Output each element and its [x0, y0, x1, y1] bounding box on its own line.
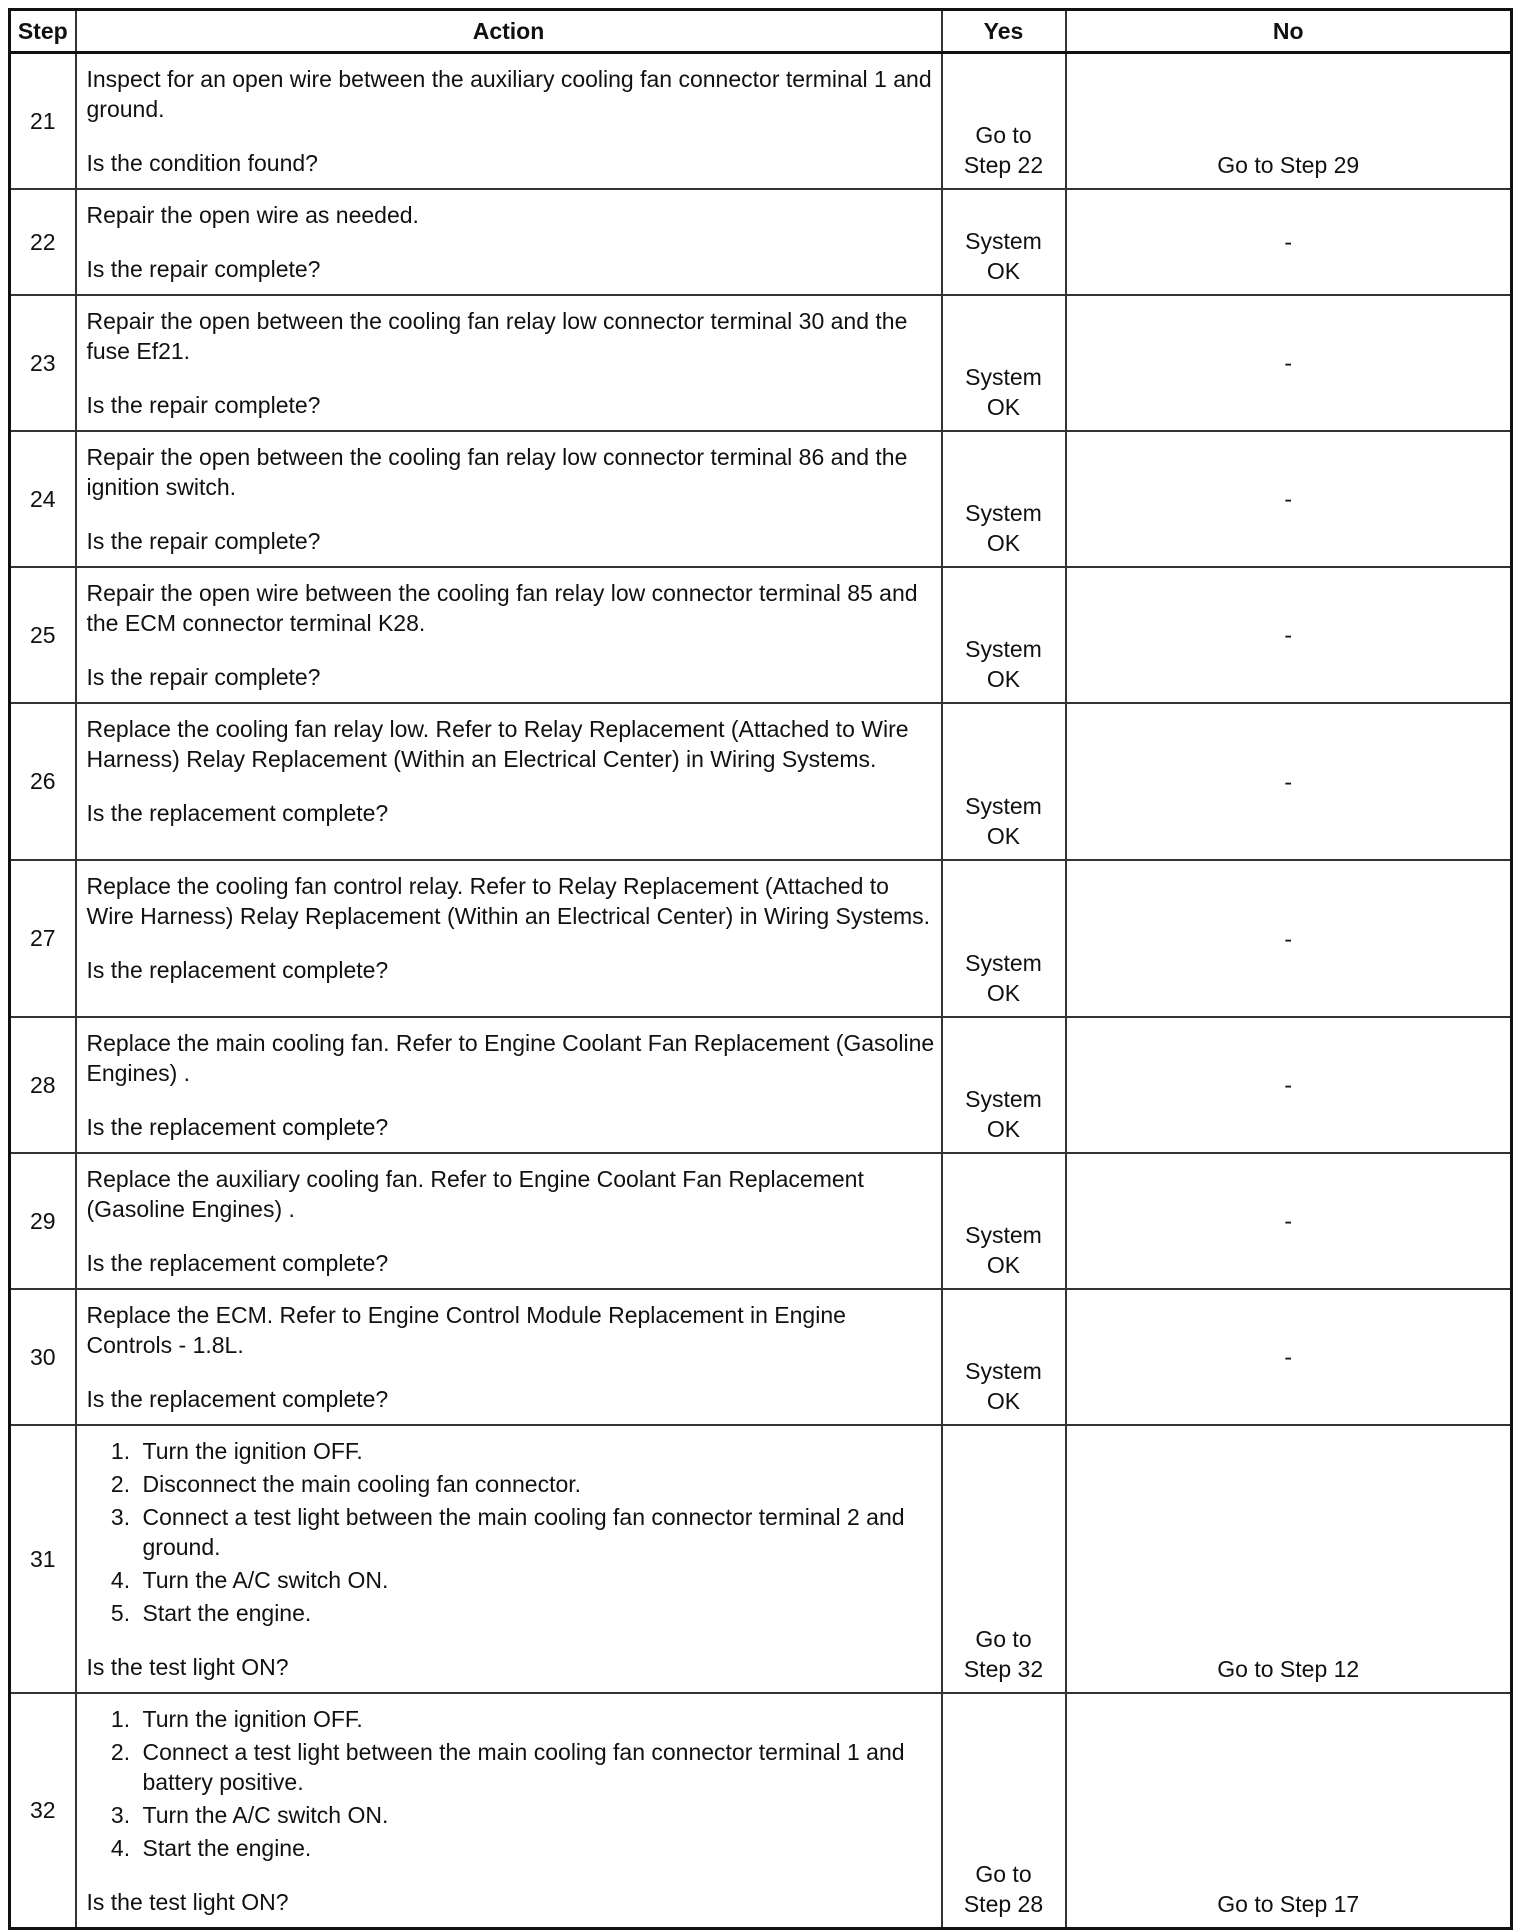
yes-cell: [942, 1693, 1066, 1929]
yes-line-1: System: [965, 1358, 1042, 1384]
yes-line-2: OK: [986, 666, 1021, 692]
table-row: [10, 189, 1512, 295]
procedure-step: 1. Turn the ignition OFF.: [137, 1436, 935, 1466]
yes-line-1: System: [965, 950, 1042, 976]
table-row: [10, 53, 1512, 190]
action-question: Is the repair complete?: [86, 528, 321, 554]
no-cell: Go to Step 29: [1066, 53, 1512, 190]
yes-line-1: System: [965, 228, 1042, 254]
procedure-step: 4. Turn the A/C switch ON.: [137, 1565, 935, 1595]
table-row: [10, 1017, 1512, 1153]
action-question: Is the replacement complete?: [86, 1114, 389, 1140]
yes-cell: [942, 567, 1066, 703]
yes-line-1: System: [965, 364, 1042, 390]
yes-line-2: OK: [986, 530, 1021, 556]
yes-cell: [942, 295, 1066, 431]
yes-line-1: System: [965, 636, 1042, 662]
action-question: Is the repair complete?: [86, 664, 321, 690]
table-row: [10, 703, 1512, 860]
action-text: Replace the cooling fan control relay. Refer to Relay Replacement (Attached to Wire Harness) Relay Replacement (Within an Electrical Center) in Wiring Systems.: [86, 873, 931, 929]
action-cell: [76, 53, 942, 190]
action-text: Inspect for an open wire between the auxiliary cooling fan connector terminal 1 and ground.: [86, 66, 932, 122]
yes-line-1: Go to: [975, 1861, 1032, 1887]
action-question: Is the condition found?: [86, 150, 318, 176]
yes-cell: [942, 860, 1066, 1017]
no-cell: -: [1066, 860, 1512, 1017]
yes-line-2: OK: [986, 1116, 1021, 1142]
table-row: [10, 295, 1512, 431]
yes-cell: [942, 1425, 1066, 1693]
action-cell: [76, 1425, 942, 1693]
no-cell: Go to Step 17: [1066, 1693, 1512, 1929]
yes-line-1: System: [965, 1086, 1042, 1112]
action-question: Is the test light ON?: [86, 1654, 289, 1680]
action-cell: [76, 295, 942, 431]
yes-line-1: Go to: [975, 122, 1032, 148]
action-question: Is the replacement complete?: [86, 800, 389, 826]
no-cell: -: [1066, 431, 1512, 567]
no-cell: -: [1066, 1289, 1512, 1425]
action-cell: [76, 1017, 942, 1153]
yes-cell: [942, 431, 1066, 567]
procedure-list: [87, 1704, 935, 1863]
step-number: 27: [10, 860, 76, 1017]
header-step: Step: [10, 10, 76, 53]
header-action: Action: [76, 10, 942, 53]
procedure-step: 5. Start the engine.: [137, 1598, 935, 1628]
diagnostic-table: [8, 8, 1513, 1930]
no-cell: -: [1066, 189, 1512, 295]
step-number: 22: [10, 189, 76, 295]
yes-line-2: OK: [986, 980, 1021, 1006]
action-text: Repair the open between the cooling fan relay low connector terminal 86 and the ignition switch.: [86, 444, 908, 500]
step-number: 24: [10, 431, 76, 567]
yes-cell: [942, 1153, 1066, 1289]
action-question: Is the test light ON?: [86, 1889, 289, 1915]
action-cell: [76, 860, 942, 1017]
action-cell: [76, 1289, 942, 1425]
action-text: Replace the auxiliary cooling fan. Refer to Engine Coolant Fan Replacement (Gasoline Engines) .: [86, 1166, 864, 1222]
yes-line-2: OK: [986, 394, 1021, 420]
yes-line-2: OK: [986, 258, 1021, 284]
action-text: Repair the open wire as needed.: [86, 202, 419, 228]
yes-line-2: OK: [986, 1252, 1021, 1278]
step-number: 21: [10, 53, 76, 190]
yes-cell: [942, 1017, 1066, 1153]
yes-line-1: System: [965, 1222, 1042, 1248]
action-text: Repair the open between the cooling fan relay low connector terminal 30 and the fuse Ef21.: [86, 308, 908, 364]
yes-line-1: Go to: [975, 1626, 1032, 1652]
table-row: [10, 1289, 1512, 1425]
yes-line-2: Step 32: [963, 1656, 1044, 1682]
no-cell: -: [1066, 295, 1512, 431]
action-text: Replace the cooling fan relay low. Refer to Relay Replacement (Attached to Wire Harness) Relay Replacement (Within an Electrical Center) in Wiring Systems.: [86, 716, 909, 772]
step-number: 28: [10, 1017, 76, 1153]
header-no: No: [1066, 10, 1512, 53]
procedure-step: 2. Connect a test light between the main cooling fan connector terminal 1 and battery positive.: [137, 1737, 935, 1797]
action-text: Replace the ECM. Refer to Engine Control Module Replacement in Engine Controls - 1.8L.: [86, 1302, 846, 1358]
procedure-step: 4. Start the engine.: [137, 1833, 935, 1863]
step-number: 31: [10, 1425, 76, 1693]
action-text: Replace the main cooling fan. Refer to Engine Coolant Fan Replacement (Gasoline Engines) .: [86, 1030, 935, 1086]
action-cell: [76, 1693, 942, 1929]
table-row: [10, 1693, 1512, 1929]
step-number: 32: [10, 1693, 76, 1929]
action-question: Is the replacement complete?: [86, 1386, 389, 1412]
yes-cell: [942, 1289, 1066, 1425]
action-cell: [76, 703, 942, 860]
yes-line-2: Step 22: [963, 152, 1044, 178]
procedure-step: 3. Connect a test light between the main cooling fan connector terminal 2 and ground.: [137, 1502, 935, 1562]
action-question: Is the repair complete?: [86, 392, 321, 418]
header-row: [10, 10, 1512, 53]
action-question: Is the replacement complete?: [86, 957, 389, 983]
step-number: 23: [10, 295, 76, 431]
procedure-step: 3. Turn the A/C switch ON.: [137, 1800, 935, 1830]
action-question: Is the replacement complete?: [86, 1250, 389, 1276]
table-row: [10, 567, 1512, 703]
table-row: [10, 860, 1512, 1017]
action-text: Repair the open wire between the cooling fan relay low connector terminal 85 and the ECM connector terminal K28.: [86, 580, 918, 636]
no-cell: -: [1066, 1153, 1512, 1289]
no-cell: -: [1066, 1017, 1512, 1153]
yes-line-1: System: [965, 500, 1042, 526]
step-number: 29: [10, 1153, 76, 1289]
yes-line-2: OK: [986, 1388, 1021, 1414]
no-cell: Go to Step 12: [1066, 1425, 1512, 1693]
action-question: Is the repair complete?: [86, 256, 321, 282]
yes-line-1: System: [965, 793, 1042, 819]
table-row: [10, 1425, 1512, 1693]
no-cell: -: [1066, 703, 1512, 860]
yes-cell: [942, 703, 1066, 860]
action-cell: [76, 431, 942, 567]
step-number: 30: [10, 1289, 76, 1425]
table-row: [10, 1153, 1512, 1289]
yes-cell: [942, 53, 1066, 190]
procedure-list: [87, 1436, 935, 1628]
action-cell: [76, 567, 942, 703]
no-cell: -: [1066, 567, 1512, 703]
yes-cell: [942, 189, 1066, 295]
table-row: [10, 431, 1512, 567]
header-yes: Yes: [942, 10, 1066, 53]
step-number: 26: [10, 703, 76, 860]
action-cell: [76, 189, 942, 295]
procedure-step: 1. Turn the ignition OFF.: [137, 1704, 935, 1734]
action-cell: [76, 1153, 942, 1289]
yes-line-2: OK: [986, 823, 1021, 849]
step-number: 25: [10, 567, 76, 703]
yes-line-2: Step 28: [963, 1891, 1044, 1917]
diagnostic-table-page: [8, 8, 1510, 1930]
procedure-step: 2. Disconnect the main cooling fan connector.: [137, 1469, 935, 1499]
